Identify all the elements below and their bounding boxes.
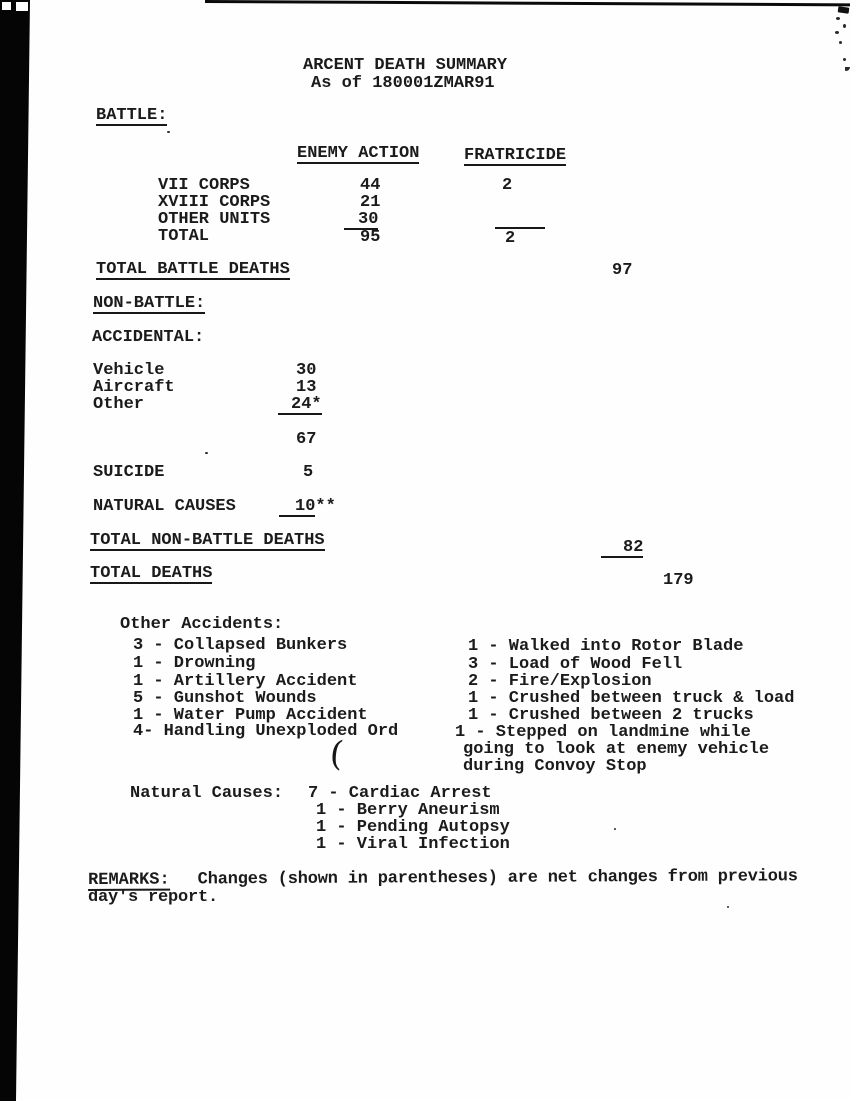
natural-causes-value: 10 (279, 498, 315, 517)
natural-cause-item: 7 - Cardiac Arrest (308, 784, 492, 803)
scan-artifact-speck (836, 17, 840, 20)
other-accident-item: 1 - Water Pump Accident (133, 706, 368, 725)
battle-section-heading: BATTLE: (96, 106, 168, 125)
scan-artifact-notch (2, 2, 11, 10)
other-accident-item: 1 - Walked into Rotor Blade (468, 637, 744, 656)
fratricide-total-rule (495, 227, 545, 229)
remarks-text: Changes (shown in parentheses) are net changes from previous (197, 867, 798, 890)
accidental-row-label: Vehicle (93, 361, 165, 380)
scan-artifact-speck (167, 131, 170, 133)
battle-total-enemy-action: 95 (360, 228, 381, 247)
other-accident-item: 2 - Fire/Explosion (468, 672, 652, 691)
battle-total-fratricide: 2 (505, 229, 516, 248)
column-header-enemy-action: ENEMY ACTION (297, 144, 420, 163)
total-battle-deaths-label: TOTAL BATTLE DEATHS (96, 260, 290, 279)
accidental-row-value: 30 (296, 361, 317, 380)
accidental-row-label: Other (93, 395, 145, 414)
scan-artifact-speck (845, 67, 850, 71)
document-subtitle-date: As of 180001ZMAR91 (311, 74, 495, 93)
total-battle-deaths-value: 97 (612, 261, 633, 280)
other-accident-item: 4- Handling Unexploded Ord (133, 722, 399, 741)
other-accident-item: 5 - Gunshot Wounds (133, 689, 317, 708)
total-non-battle-deaths-value: 82 (601, 539, 643, 558)
battle-row-label: XVIII CORPS (158, 193, 271, 212)
scan-artifact-speck (835, 31, 839, 34)
accidental-heading: ACCIDENTAL: (92, 328, 205, 347)
other-accidents-heading: Other Accidents: (120, 615, 284, 634)
accidental-row-value: 13 (296, 378, 317, 397)
natural-causes-detail-heading: Natural Causes: (130, 784, 284, 803)
scan-artifact-notch (16, 2, 28, 11)
accidental-row-value-underlined: 24* (278, 396, 322, 415)
suicide-label: SUICIDE (93, 463, 165, 482)
other-accident-item: 1 - Drowning (133, 654, 256, 673)
battle-row-enemy-action: 44 (360, 176, 381, 195)
battle-total-label: TOTAL (158, 227, 210, 246)
natural-cause-item: 1 - Berry Aneurism (316, 801, 500, 820)
scan-artifact-speck (727, 906, 729, 908)
battle-row-label: VII CORPS (158, 176, 250, 195)
scan-artifact-speck (839, 41, 842, 44)
remarks-text-continuation: day's report. (88, 888, 219, 907)
handwritten-paren-mark: ( (327, 733, 346, 775)
natural-causes-value-group (279, 498, 336, 517)
natural-cause-item: 1 - Pending Autopsy (316, 818, 510, 837)
total-non-battle-deaths-label: TOTAL NON-BATTLE DEATHS (90, 531, 325, 550)
scan-artifact-top-line (205, 0, 850, 6)
remarks-label: REMARKS: (87, 870, 170, 890)
other-accident-item: 3 - Load of Wood Fell (468, 655, 683, 674)
scan-artifact-left-bar (0, 0, 30, 1101)
battle-row-label: OTHER UNITS (158, 210, 271, 229)
other-accident-item: 3 - Collapsed Bunkers (133, 636, 348, 655)
natural-cause-item: 1 - Viral Infection (316, 835, 510, 854)
scan-artifact-speck (843, 58, 846, 61)
non-battle-section-heading: NON-BATTLE: (93, 294, 206, 313)
scan-artifact-speck (843, 24, 846, 28)
document-title: ARCENT DEATH SUMMARY (303, 56, 508, 75)
other-accident-item: 1 - Stepped on landmine while (455, 723, 751, 742)
other-accident-item-continuation: during Convoy Stop (463, 757, 647, 776)
battle-row-enemy-action: 21 (360, 193, 381, 212)
total-deaths-value: 179 (663, 571, 694, 590)
scan-artifact-speck (205, 452, 208, 454)
natural-causes-label: NATURAL CAUSES (93, 497, 236, 516)
battle-row-fratricide: 2 (502, 176, 513, 195)
total-deaths-label: TOTAL DEATHS (90, 564, 213, 583)
column-header-fratricide: FRATRICIDE (464, 146, 567, 165)
accidental-row-label: Aircraft (93, 378, 175, 397)
natural-causes-footnote-marks: ** (315, 497, 336, 516)
scan-artifact-speck (614, 828, 616, 830)
battle-row-enemy-action-underlined: 30 (344, 211, 378, 230)
other-accident-item: 1 - Artillery Accident (133, 672, 358, 691)
accidental-subtotal: 67 (296, 430, 317, 449)
other-accident-item-continuation: going to look at enemy vehicle (463, 740, 770, 759)
suicide-value: 5 (303, 463, 314, 482)
scan-artifact-blot (838, 6, 850, 13)
other-accident-item: 1 - Crushed between truck & load (468, 689, 795, 708)
other-accident-item: 1 - Crushed between 2 trucks (468, 706, 754, 725)
